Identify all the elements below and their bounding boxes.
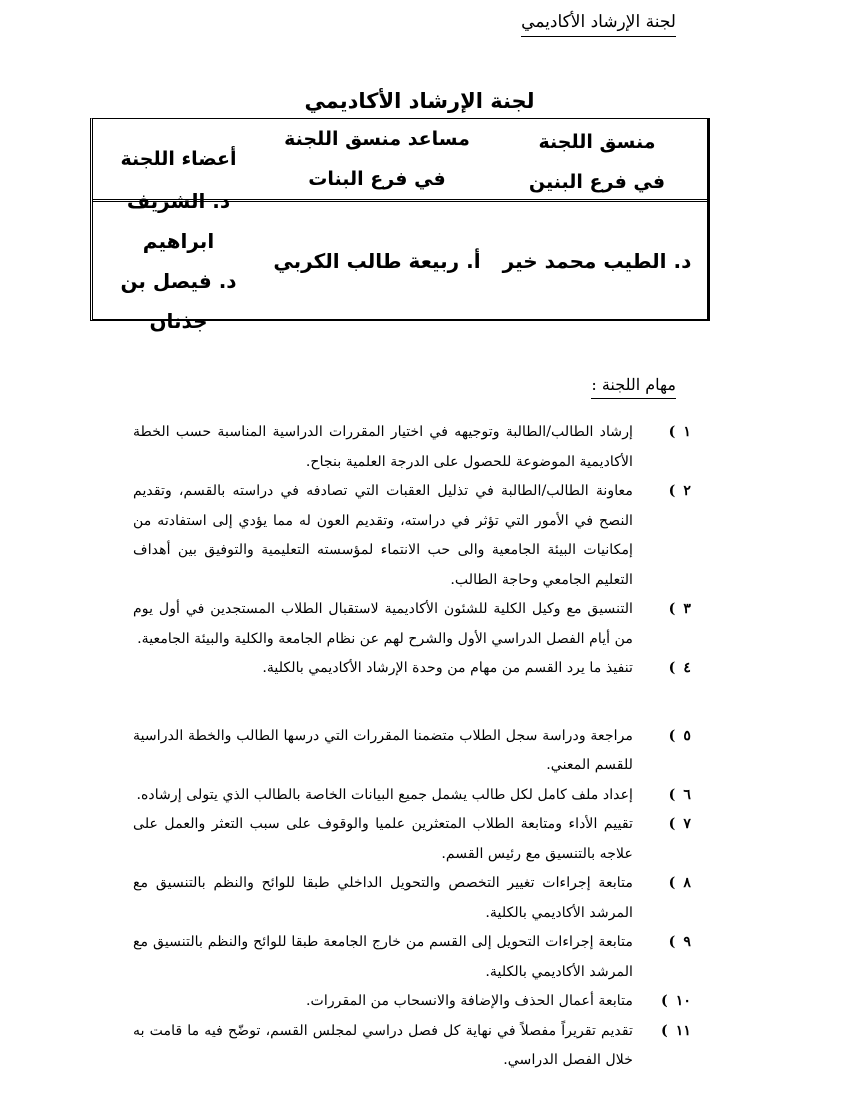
task-text: إرشاد الطالب/الطالبة وتوجيهه في اختيار المقررات الدراسية المناسبة حسب الخطة الأكاديمية الموضوعة للحصول على الدرجة العلمية بنجاح. <box>133 424 633 470</box>
coordinator-name: د. الطيب محمد خير <box>502 248 692 273</box>
task-number: ٩) <box>668 934 691 950</box>
table-body-row <box>93 188 707 333</box>
task-item <box>133 781 691 811</box>
header-coordinator <box>487 119 707 199</box>
task-text: متابعة إجراءات التحويل إلى القسم من خارج الجامعة طبقا للوائح والنظم بالتنسيق مع المرشد الأكاديمي بالكلية. <box>133 934 633 980</box>
task-number: ٨) <box>668 875 691 891</box>
tasks-heading: مهام اللجنة : <box>591 372 676 399</box>
task-number: ٤) <box>668 660 691 676</box>
task-item <box>133 595 691 654</box>
task-number: ٧) <box>668 816 691 832</box>
running-header: لجنة الإرشاد الأكاديمي <box>521 10 676 37</box>
header-coordinator-line1: منسق اللجنة <box>538 131 656 153</box>
assistant-coordinator-name: أ. ربيعة طالب الكربي <box>273 248 481 273</box>
task-item <box>133 477 691 595</box>
header-members-line1: أعضاء اللجنة <box>120 148 237 170</box>
members-names-cell <box>90 188 267 333</box>
task-item <box>133 928 691 987</box>
header-assistant-line2: في فرع البنات <box>308 168 446 190</box>
task-item <box>133 1017 691 1076</box>
task-text: مراجعة ودراسة سجل الطلاب متضمنا المقررات التي درسها الطالب والخطة الدراسية للقسم المعني. <box>133 727 633 773</box>
task-text: التنسيق مع وكيل الكلية للشئون الأكاديمية لاستقبال الطلاب المستجدين في أول يوم من أيام الفصل الدراسي الأول والشرح لهم عن نظام الجامعة والكلية والبيئة الجامعية. <box>133 601 633 647</box>
task-item <box>133 987 691 1017</box>
task-item <box>133 654 691 684</box>
tasks-list <box>133 418 691 1076</box>
task-text: تنفيذ ما يرد القسم من مهام من وحدة الإرشاد الأكاديمي بالكلية. <box>262 660 633 676</box>
committee-table <box>90 118 710 333</box>
task-text: إعداد ملف كامل لكل طالب يشمل جميع البيانات الخاصة بالطالب الذي يتولى إرشاده. <box>136 786 633 803</box>
header-assistant-line1: مساعد منسق اللجنة <box>284 128 470 150</box>
member-name-2: د. فيصل بن جذنان <box>120 268 237 333</box>
member-name-1: د. الشريف ابراهيم <box>126 188 231 253</box>
task-number: ٢) <box>668 483 691 499</box>
task-text: تقييم الأداء ومتابعة الطلاب المتعثرين علميا والوقوف على سبب التعثر والعمل على علاجه بالتنسيق مع رئيس القسم. <box>133 816 633 862</box>
task-text: معاونة الطالب/الطالبة في تذليل العقبات التي تصادفه في دراسته بالقسم، وتقديم النصح في الأمور التي تؤثر في دراسته، وتقديم العون له مما يؤدي إلى استفادته من إمكانيات البيئة الجامعية والى حب الانتماء لمؤسسته التعليمية والتوفيق بين أهداف التعليم الجامعي وحاجة الطالب. <box>133 483 633 588</box>
task-item <box>133 869 691 928</box>
task-number: ٦) <box>668 786 691 803</box>
assistant-name-cell <box>267 202 487 319</box>
header-coordinator-line2: في فرع البنين <box>528 171 666 193</box>
task-text: متابعة إجراءات تغيير التخصص والتحويل الداخلي طبقا للوائح والنظم بالتنسيق مع المرشد الأكاديمي بالكلية. <box>133 875 633 921</box>
task-number: ٣) <box>668 601 691 617</box>
task-item <box>133 722 691 781</box>
coordinator-name-cell <box>487 202 707 319</box>
task-item <box>133 418 691 477</box>
task-item <box>133 810 691 869</box>
committee-title: لجنة الإرشاد الأكاديمي <box>304 89 535 113</box>
task-number: ١) <box>668 424 691 440</box>
task-number: ٥) <box>668 727 691 744</box>
task-number: ١١) <box>661 1022 691 1039</box>
task-text: متابعة أعمال الحذف والإضافة والانسحاب من المقررات. <box>306 993 633 1009</box>
header-assistant-coordinator <box>267 119 487 199</box>
task-text: تقديم تقريراً مفصلاً في نهاية كل فصل دراسي لمجلس القسم، توضّح فيه ما قامت به خلال الفصل الدراسي. <box>133 1022 633 1068</box>
spacer <box>133 684 691 722</box>
task-number: ١٠) <box>661 993 691 1009</box>
